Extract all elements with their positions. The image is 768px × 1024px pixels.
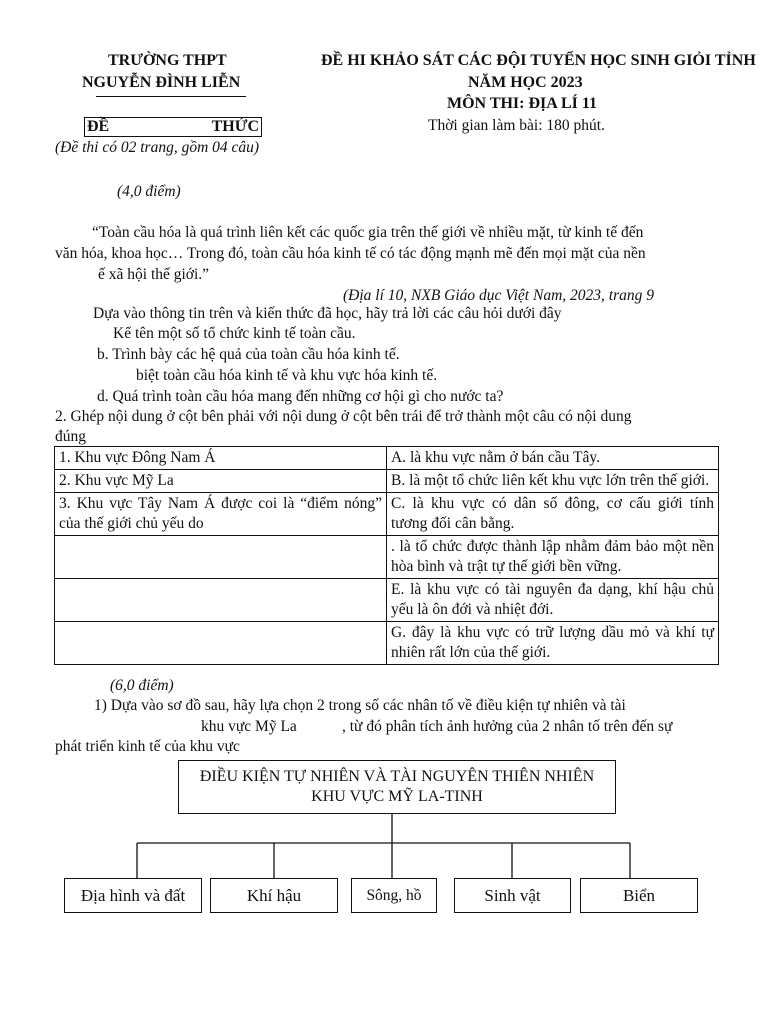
subject-title: MÔN THI: ĐỊA LÍ 11 — [447, 95, 597, 112]
q1-prompt: Dựa vào thông tin trên và kiến thức đã học, hãy trả lời các câu hỏi dưới đây — [93, 305, 562, 322]
table-cell-right: B. là một tổ chức liên kết khu vực lớn trên thế giới. — [387, 470, 719, 493]
diagram-title-line2: KHU VỰC MỸ LA-TINH — [311, 788, 483, 805]
exam-time: Thời gian làm bài: 180 phút. — [428, 117, 605, 134]
diagram-box-biology: Sinh vật — [454, 878, 571, 913]
table-cell-right: A. là khu vực nằm ở bán cầu Tây. — [387, 447, 719, 470]
table-cell-right: C. là khu vực có dân số đông, cơ cấu giới tính tương đối cân bằng. — [387, 493, 719, 536]
table-cell-right: E. là khu vực có tài nguyên đa dạng, khí hậu chủ yếu là ôn đới và nhiệt đới. — [387, 579, 719, 622]
q1-source: (Địa lí 10, NXB Giáo dục Việt Nam, 2023, trang 9 — [343, 287, 654, 304]
q1-points: (4,0 điểm) — [117, 183, 181, 200]
table-cell-left: 1. Khu vực Đông Nam Á — [55, 447, 387, 470]
diagram-box-sea: Biển — [580, 878, 698, 913]
q2-line2a: khu vực Mỹ La — [201, 718, 297, 735]
q1-item-d: d. Quá trình toàn cầu hóa mang đến những cơ hội gì cho nước ta? — [97, 388, 504, 405]
q1-item-a: Kể tên một số tổ chức kinh tế toàn cầu. — [113, 325, 356, 342]
q1-part2-line1: 2. Ghép nội dung ở cột bên phải với nội dung ở cột bên trái để trở thành một câu có nội dung — [55, 408, 632, 425]
school-line2: NGUYỄN ĐÌNH LIỄN — [82, 74, 241, 91]
q1-quote-line3: ế xã hội thế giới.” — [98, 266, 210, 283]
official-label-right: THỨC — [211, 118, 259, 135]
q1-quote-line2: văn hóa, khoa học… Trong đó, toàn cầu hóa kinh tế có tác động mạnh mẽ đến mọi mặt của nền — [55, 245, 646, 262]
q1-item-c: biệt toàn cầu hóa kinh tế và khu vực hóa kinh tế. — [136, 367, 438, 384]
q2-points: (6,0 điểm) — [110, 677, 174, 694]
table-cell-left: 3. Khu vực Tây Nam Á được coi là “điểm nóng” của thế giới chủ yếu do — [55, 493, 387, 536]
exam-title-line2: NĂM HỌC 2023 — [468, 74, 583, 91]
q2-line2b: , từ đó phân tích ảnh hưởng của 2 nhân tố trên đến sự — [342, 718, 673, 735]
diagram-box-terrain: Địa hình và đất — [64, 878, 202, 913]
table-cell-right: . là tổ chức được thành lập nhằm đảm bảo một nền hòa bình và trật tự thế giới bền vững. — [387, 536, 719, 579]
q1-item-b: b. Trình bày các hệ quả của toàn cầu hóa kinh tế. — [97, 346, 400, 363]
q1-quote-line1: “Toàn cầu hóa là quá trình liên kết các quốc gia trên thế giới về nhiều mặt, từ kinh tế đến — [92, 224, 644, 241]
diagram-main-box — [178, 760, 616, 814]
diagram-box-climate: Khí hậu — [210, 878, 338, 913]
diagram-box-rivers-lakes: Sông, hồ — [351, 878, 437, 913]
q2-line1: 1) Dựa vào sơ đồ sau, hãy lựa chọn 2 trong số các nhân tố về điều kiện tự nhiên và tài — [94, 697, 626, 714]
table-cell-left: 2. Khu vực Mỹ La — [55, 470, 387, 493]
q1-part2-line2: đúng — [55, 428, 86, 445]
diagram-title-line1: ĐIỀU KIỆN TỰ NHIÊN VÀ TÀI NGUYÊN THIÊN NHIÊN — [199, 768, 595, 785]
pages-note: (Đề thi có 02 trang, gồm 04 câu) — [55, 139, 260, 156]
exam-title-line1: ĐỀ HI KHẢO SÁT CÁC ĐỘI TUYỂN HỌC SINH GIỎI TỈNH — [321, 52, 756, 69]
q2-line3: phát triển kinh tế của khu vực — [55, 738, 240, 755]
school-line1: TRƯỜNG THPT — [108, 52, 227, 69]
official-label-left: ĐỀ — [87, 118, 110, 135]
table-cell-right: G. đây là khu vực có trữ lượng dầu mỏ và khí tự nhiên rất lớn của thế giới. — [387, 622, 719, 665]
